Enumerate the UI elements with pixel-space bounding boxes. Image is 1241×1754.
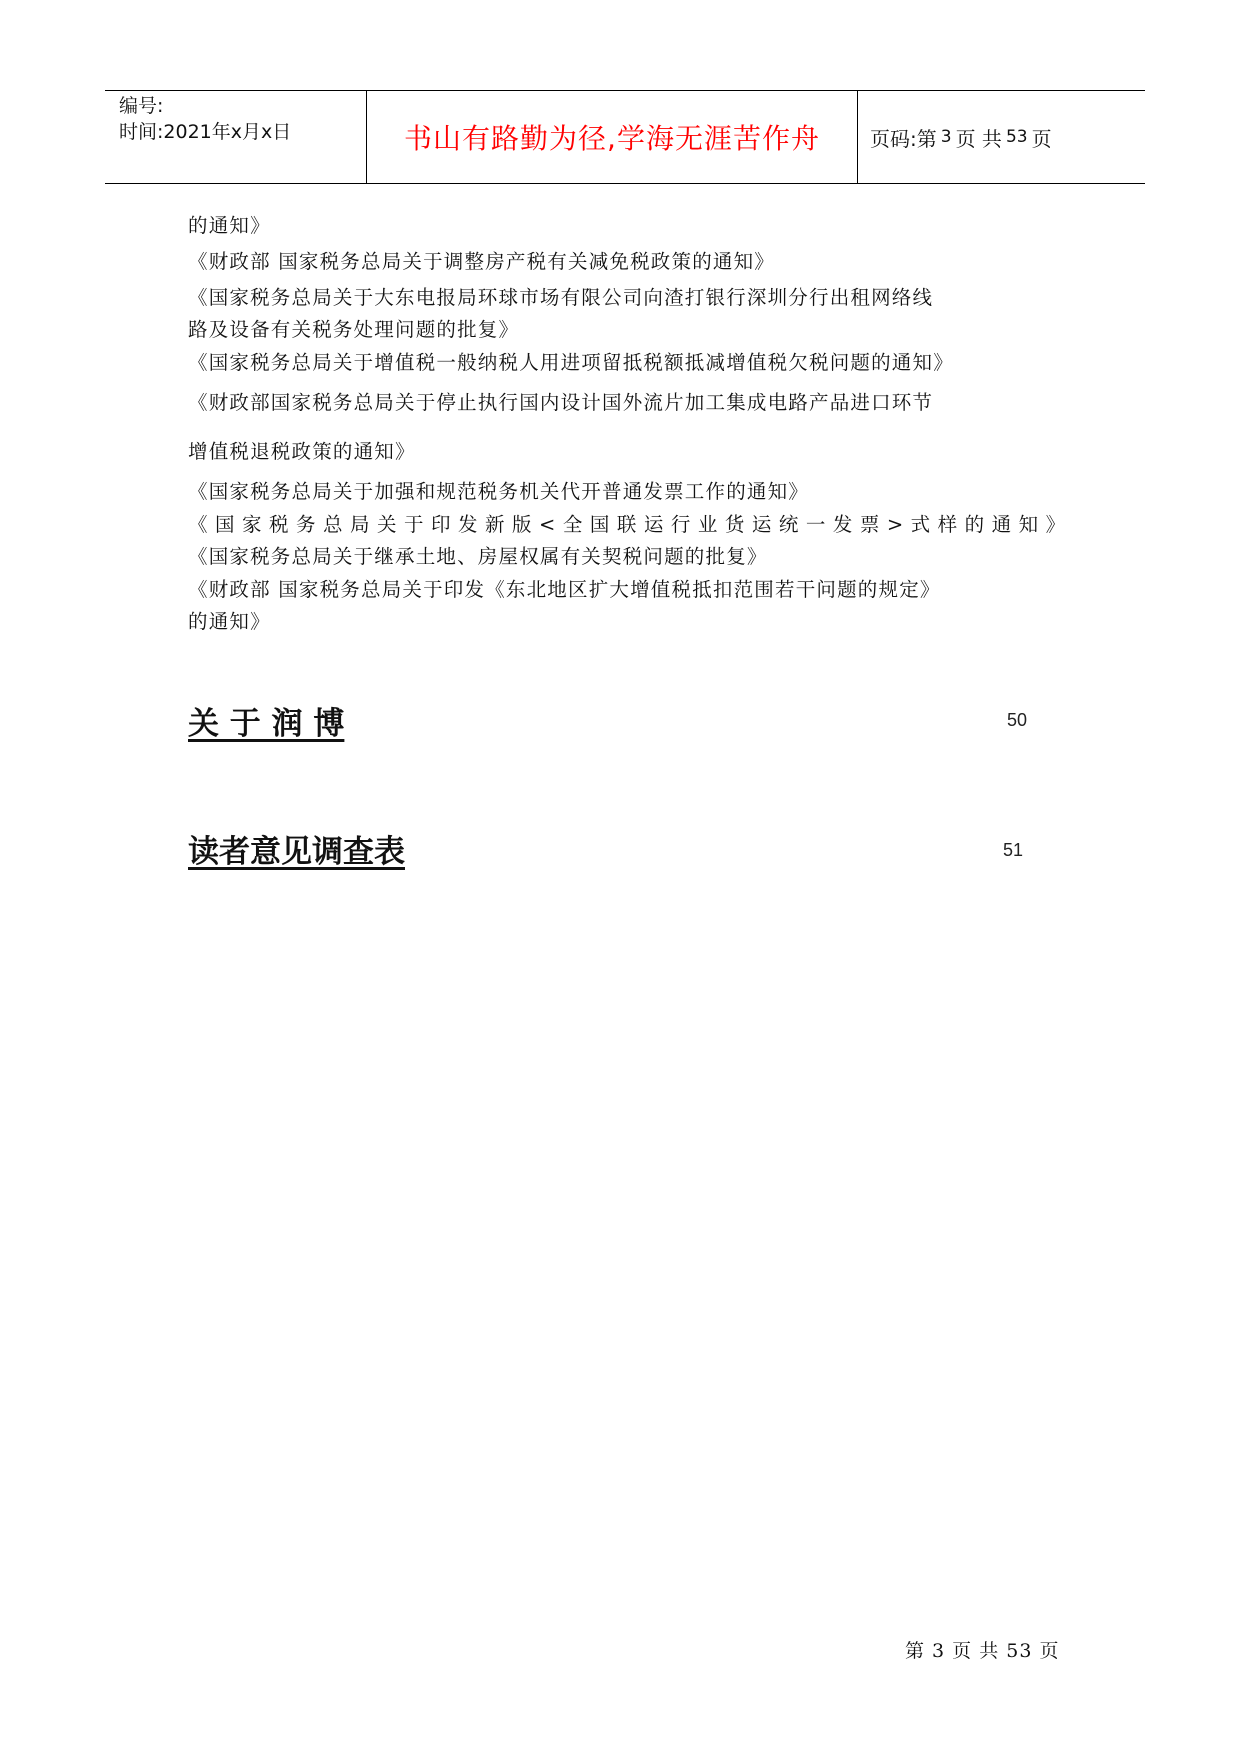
header-motto: 书山有路勤为径,学海无涯苦作舟 xyxy=(367,91,858,183)
text-line: 《国家税务总局关于印发新版<全国联运行业货运统一发票>式样的通知》 xyxy=(188,513,1073,536)
text-line: 《财政部 国家税务总局关于印发《东北地区扩大增值税抵扣范围若干问题的规定》 xyxy=(188,578,941,601)
page-current: 3 xyxy=(940,127,952,147)
text-line: 增值税退税政策的通知》 xyxy=(188,440,416,463)
page-header xyxy=(105,90,1145,184)
text-line: 《国家税务总局关于大东电报局环球市场有限公司向渣打银行深圳分行出租网络线 xyxy=(188,286,934,309)
toc-heading-survey[interactable]: 读者意见调查表 xyxy=(188,834,405,870)
toc-heading-about[interactable]: 关 于 润 博 xyxy=(188,706,345,742)
toc-page-survey: 51 xyxy=(1003,840,1024,860)
page-footer: 第 3 页 共 53 页 xyxy=(905,1640,1060,1662)
number-label: 编号: xyxy=(119,95,164,117)
page-suffix: 页 xyxy=(1031,126,1052,151)
page-prefix: 页码:第 xyxy=(870,126,937,151)
time-label: 时间:2021年x月x日 xyxy=(119,121,292,143)
text-line: 《财政部 国家税务总局关于调整房产税有关减免税政策的通知》 xyxy=(188,250,775,273)
page-mid: 页 共 xyxy=(955,126,1002,151)
header-page-info xyxy=(858,91,1145,183)
header-meta xyxy=(105,91,367,183)
text-line: 《国家税务总局关于增值税一般纳税人用进项留抵税额抵减增值税欠税问题的通知》 xyxy=(188,351,954,374)
text-line: 路及设备有关税务处理问题的批复》 xyxy=(188,318,520,341)
toc-page-about: 50 xyxy=(1007,710,1028,730)
text-line: 《财政部国家税务总局关于停止执行国内设计国外流片加工集成电路产品进口环节 xyxy=(188,391,934,414)
text-line: 的通知》 xyxy=(188,214,271,237)
text-line: 的通知》 xyxy=(188,610,271,633)
text-line: 《国家税务总局关于加强和规范税务机关代开普通发票工作的通知》 xyxy=(188,480,810,503)
text-line: 《国家税务总局关于继承土地、房屋权属有关契税问题的批复》 xyxy=(188,545,768,568)
page-total: 53 xyxy=(1005,127,1028,147)
